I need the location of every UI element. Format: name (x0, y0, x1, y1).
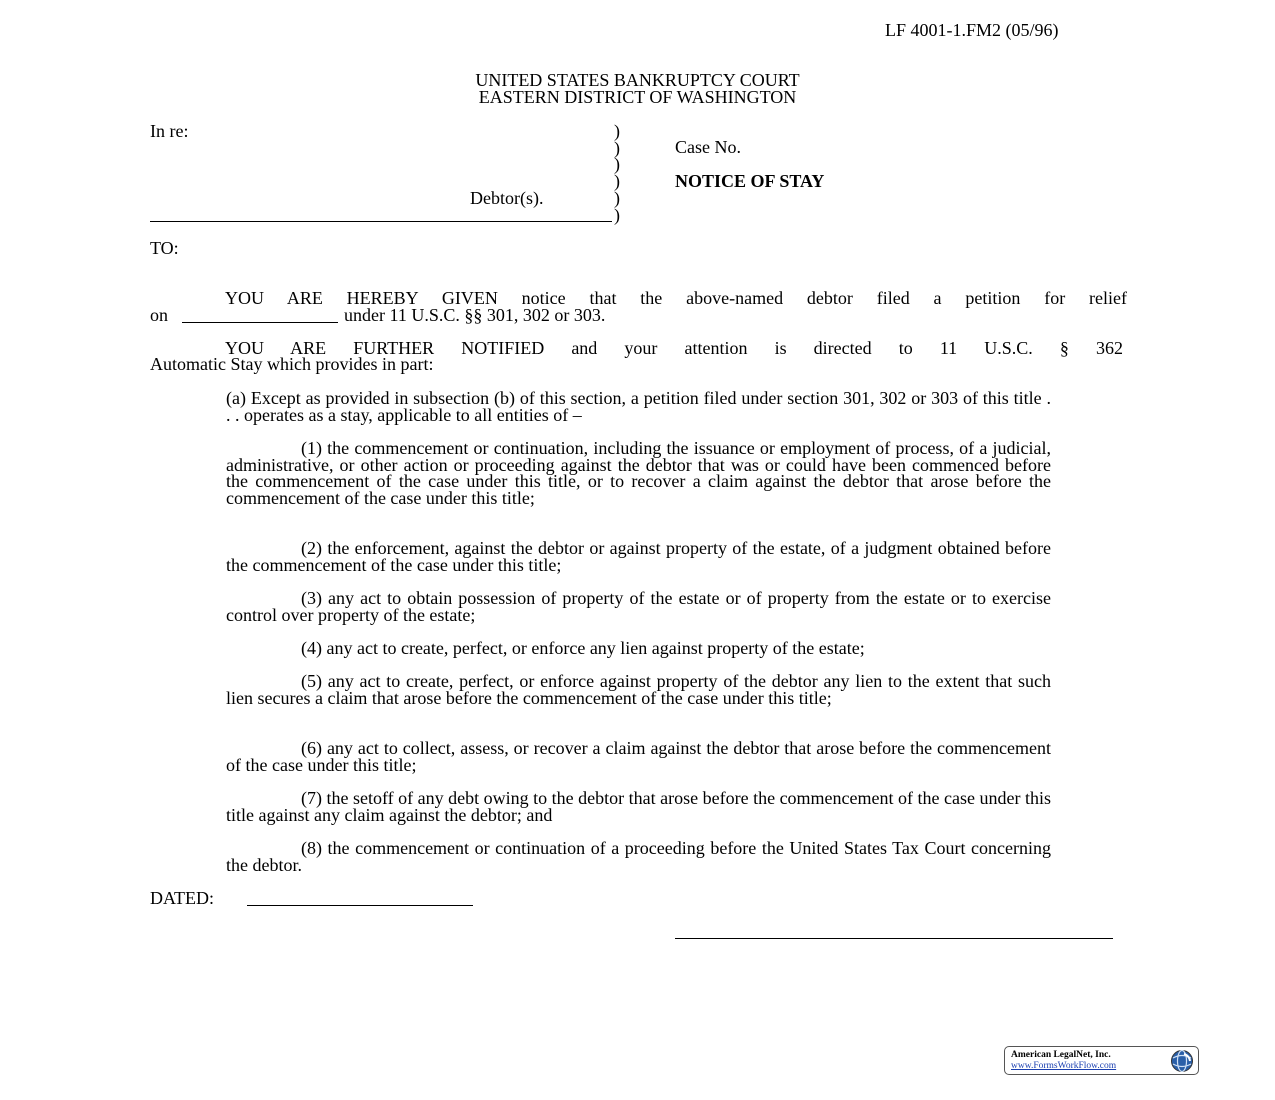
stay-item-1: (1) the commencement or continuation, including the issuance or employment of process, of a judicial, administrative, or other action or proceeding against the debtor that was or could have been commenced before the commencement of the case under this title, or to recover a claim against the debtor that arose before the commencement of the case under this title; (226, 438, 1051, 508)
form-id: LF 4001-1.FM2 (05/96) (885, 20, 1059, 40)
stay-item-6: (6) any act to collect, assess, or recover a claim against the debtor that arose before the commencement of the case under this title; (226, 738, 1051, 775)
stay-item-5: (5) any act to create, perfect, or enforce against property of the debtor any lien to the extent that such lien secures a claim that arose before the commencement of the case under this title; (226, 671, 1051, 708)
caption-paren: ) (614, 138, 620, 158)
case-number-label: Case No. (675, 137, 741, 157)
on-label: on (150, 305, 168, 325)
stay-item-8: (8) the commencement or continuation of a proceeding before the United States Tax Court concerning the debtor. (226, 838, 1051, 875)
to-label: TO: (150, 238, 179, 258)
notice-paragraph-line2: under 11 U.S.C. §§ 301, 302 or 303. (344, 305, 606, 325)
stay-item-4: (4) any act to create, perfect, or enforce any lien against property of the estate; (301, 638, 865, 658)
stay-item-2: (2) the enforcement, against the debtor or against property of the estate, of a judgment obtained before the commencement of the case under this title; (226, 538, 1051, 575)
footer-badge[interactable] (1004, 1046, 1199, 1075)
caption-paren: ) (614, 205, 620, 225)
further-notified-line1: YOU ARE FURTHER NOTIFIED and your attention is directed to 11 U.S.C. § 362 (225, 338, 1123, 358)
globe-logo-icon (1170, 1049, 1194, 1073)
badge-company: American LegalNet, Inc. (1011, 1050, 1111, 1060)
stay-intro: (a) Except as provided in subsection (b) of this section, a petition filed under section 301, 302 or 303 of this title . . . operates as a stay, applicable to all entities of – (226, 388, 1051, 425)
court-district: EASTERN DISTRICT OF WASHINGTON (478, 87, 797, 107)
badge-url-link[interactable]: www.FormsWorkFlow.com (1011, 1061, 1117, 1071)
caption-paren: ) (614, 188, 620, 208)
dated-label: DATED: (150, 888, 214, 908)
in-re-label: In re: (150, 121, 189, 141)
dated-blank (247, 905, 473, 906)
caption-underline (150, 221, 612, 222)
caption-paren: ) (614, 171, 620, 191)
caption-paren: ) (614, 121, 620, 141)
petition-date-blank (182, 322, 338, 323)
notice-paragraph-line1: YOU ARE HEREBY GIVEN notice that the above-named debtor filed a petition for relief (225, 288, 1127, 308)
caption-paren: ) (614, 154, 620, 174)
stay-item-3: (3) any act to obtain possession of property of the estate or of property from the estate or to exercise control over property of the estate; (226, 588, 1051, 625)
further-notified-line2: Automatic Stay which provides in part: (150, 354, 434, 374)
stay-item-7: (7) the setoff of any debt owing to the debtor that arose before the commencement of the case under this title against any claim against the debtor; and (226, 788, 1051, 825)
debtors-label: Debtor(s). (470, 188, 544, 208)
court-name: UNITED STATES BANKRUPTCY COURT (475, 70, 800, 90)
signature-line (675, 938, 1113, 939)
document-title: NOTICE OF STAY (675, 171, 825, 191)
